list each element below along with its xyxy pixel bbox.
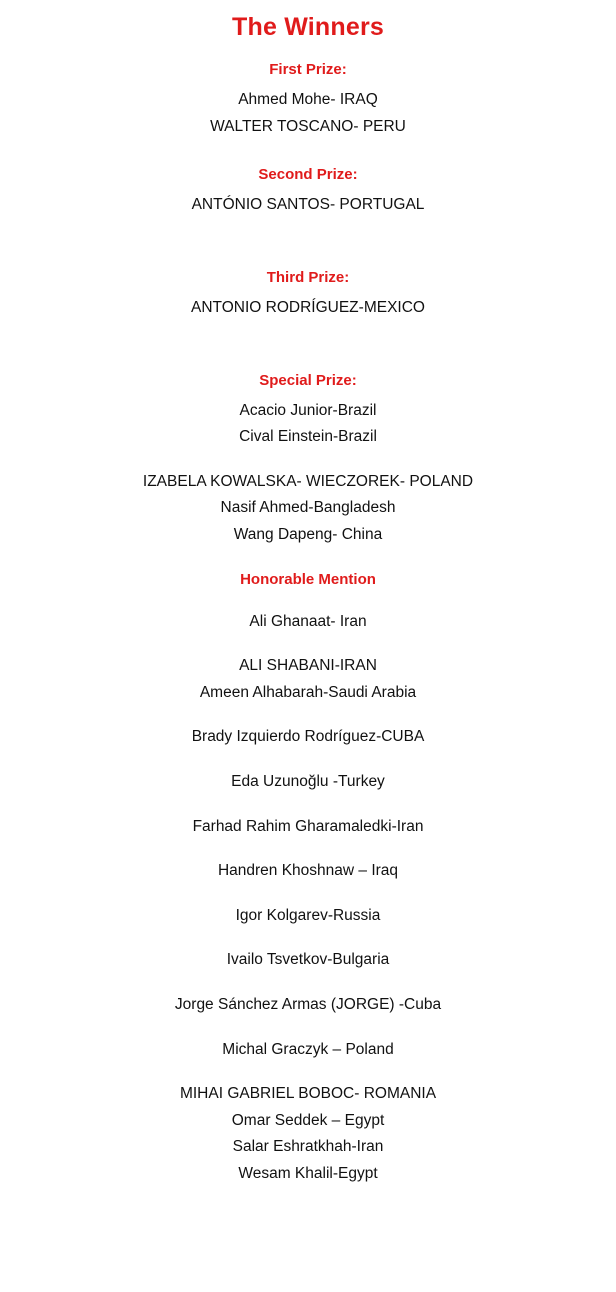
winner-entry: Igor Kolgarev-Russia — [235, 906, 381, 924]
winner-entry: WALTER TOSCANO- PERU — [210, 117, 406, 135]
section-heading-first-prize: First Prize: — [269, 61, 347, 79]
winner-entry: Acacio Junior-Brazil — [239, 401, 377, 419]
winner-entry: Ali Ghanaat- Iran — [249, 612, 367, 630]
winner-entry: Salar Eshratkhah-Iran — [232, 1138, 384, 1156]
winner-entry: Ahmed Mohe- IRAQ — [238, 91, 378, 109]
winner-entry: ANTÓNIO SANTOS- PORTUGAL — [191, 196, 425, 214]
winner-entry: Wesam Khalil-Egypt — [238, 1164, 378, 1182]
section-heading-special-prize: Special Prize: — [259, 371, 357, 389]
winner-entry: Omar Seddek – Egypt — [231, 1111, 385, 1129]
winner-entry: Jorge Sánchez Armas (JORGE) -Cuba — [174, 995, 442, 1013]
winner-entry: ANTONIO RODRÍGUEZ-MEXICO — [191, 299, 425, 317]
winner-entry: Farhad Rahim Gharamaledki-Iran — [192, 817, 424, 835]
winners-document — [0, 12, 616, 1184]
winner-entry: Handren Khoshnaw – Iraq — [217, 862, 399, 880]
winner-entry: Ameen Alhabarah-Saudi Arabia — [199, 683, 417, 701]
winner-entry: Wang Dapeng- China — [233, 526, 383, 543]
winner-entry: Ivailo Tsvetkov-Bulgaria — [226, 951, 390, 969]
winner-entry: Cival Einstein-Brazil — [239, 428, 377, 446]
section-heading-honorable-mention: Honorable Mention — [240, 570, 376, 588]
page-title: The Winners — [232, 13, 384, 41]
winner-entry: Eda Uzunoğlu -Turkey — [231, 772, 385, 790]
section-heading-third-prize: Third Prize: — [266, 269, 350, 287]
winner-entry: IZABELA KOWALSKA- WIECZOREK- POLAND — [142, 472, 474, 490]
section-heading-second-prize: Second Prize: — [258, 166, 358, 184]
winner-entry: MIHAI GABRIEL BOBOC- ROMANIA — [179, 1085, 437, 1103]
winner-entry: Nasif Ahmed-Bangladesh — [220, 499, 396, 517]
winner-entry: Brady Izquierdo Rodríguez-CUBA — [191, 728, 425, 746]
winner-entry: ALI SHABANI-IRAN — [239, 657, 377, 675]
winner-entry: Michal Graczyk – Poland — [222, 1040, 394, 1058]
